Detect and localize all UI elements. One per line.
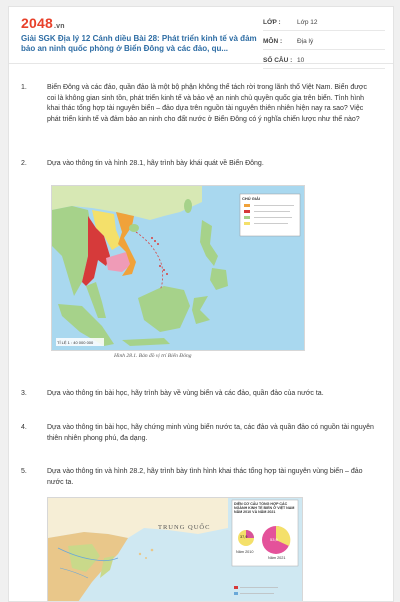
southeast-asia-map — [51, 185, 305, 351]
question-text: Dựa vào thông tin và hình 28.2, hãy trình bày tình hình khai thác tổng hợp tài nguyên vùng biển – đảo nước ta. — [47, 468, 363, 486]
meta-value: Lớp 12 — [297, 19, 318, 26]
question-number: 1. — [21, 84, 27, 91]
inset-pct-a: 37,9 — [240, 535, 248, 539]
inset-pct-b: 53,9 — [270, 537, 278, 542]
inset-title: DIỆN CƠ CẤU TỔNG HỢP CÁC NGÀNH KINH TẾ BIỂN Ở VIỆT NAM NĂM 2010 VÀ NĂM 2021 — [234, 502, 295, 515]
vietnam-economy-map — [47, 497, 303, 602]
map-drawing — [52, 186, 304, 350]
meta-value: 10 — [297, 57, 305, 64]
question-text: Dựa vào thông tin bài học, hãy chứng minh vùng biển nước ta, các đảo và quần đảo có nguồn tài nguyên thiên nhiên phong phú, đa dạng. — [47, 424, 374, 442]
logo-tld: .vn — [53, 23, 65, 30]
page-title: Giải SGK Địa lý 12 Cánh diều Bài 28: Phát triển kinh tế và đảm bảo an ninh quốc phòng ở Biển Đông và các đảo, qu... — [21, 34, 257, 53]
meta-row-subject — [263, 34, 385, 50]
question-number: 4. — [21, 424, 27, 431]
question-text: Dựa vào thông tin bài học, hãy trình bày về vùng biển và các đảo, quần đảo của nước ta. — [47, 390, 324, 397]
meta-value: Địa lý — [297, 38, 314, 45]
meta-panel — [263, 15, 385, 72]
question-number: 5. — [21, 468, 27, 475]
question-number: 2. — [21, 160, 27, 167]
meta-row-class — [263, 15, 385, 31]
country-label: TRUNG QUỐC — [158, 524, 211, 531]
question-text: Dựa vào thông tin và hình 28.1, hãy trình bày khái quát về Biển Đông. — [47, 160, 264, 167]
map-legend-title: CHÚ GIẢI — [242, 196, 260, 201]
question-text: Biển Đông và các đảo, quần đảo là một bộ phận không thể tách rời trong lãnh thổ Việt Nam. Biển được coi là không gian sinh tồn, phát triển kinh tế và bảo vệ an ninh chủ quyền quốc gia trên biển. Tình hình khai thác tổng hợp tài nguyên biển – đảo dựa trên nguồn tài nguyên thiên nhiên hiện nay ra sao? Việc phát triển kinh tế và đảm bảo an ninh cho đất nước ở Biển Đông có ý nghĩa chiến lược như thế nào? — [47, 84, 367, 123]
document-page — [8, 6, 394, 602]
meta-row-count — [263, 53, 385, 69]
map-scale-text: TỈ LỆ 1 : 40 000 000 — [57, 340, 94, 345]
inset-year-a: Năm 2010 — [236, 550, 254, 554]
meta-key: MÔN : — [263, 38, 283, 45]
site-logo[interactable] — [21, 15, 65, 31]
logo-text: 2048 — [21, 15, 53, 31]
figure-caption: Hình 28.1. Bản đồ vị trí Biển Đông — [114, 353, 192, 359]
page-header — [9, 7, 393, 64]
meta-key: SỐ CÂU : — [263, 57, 293, 64]
inset-year-b: Năm 2021 — [268, 556, 286, 560]
meta-key: LỚP : — [263, 19, 281, 26]
question-number: 3. — [21, 390, 27, 397]
